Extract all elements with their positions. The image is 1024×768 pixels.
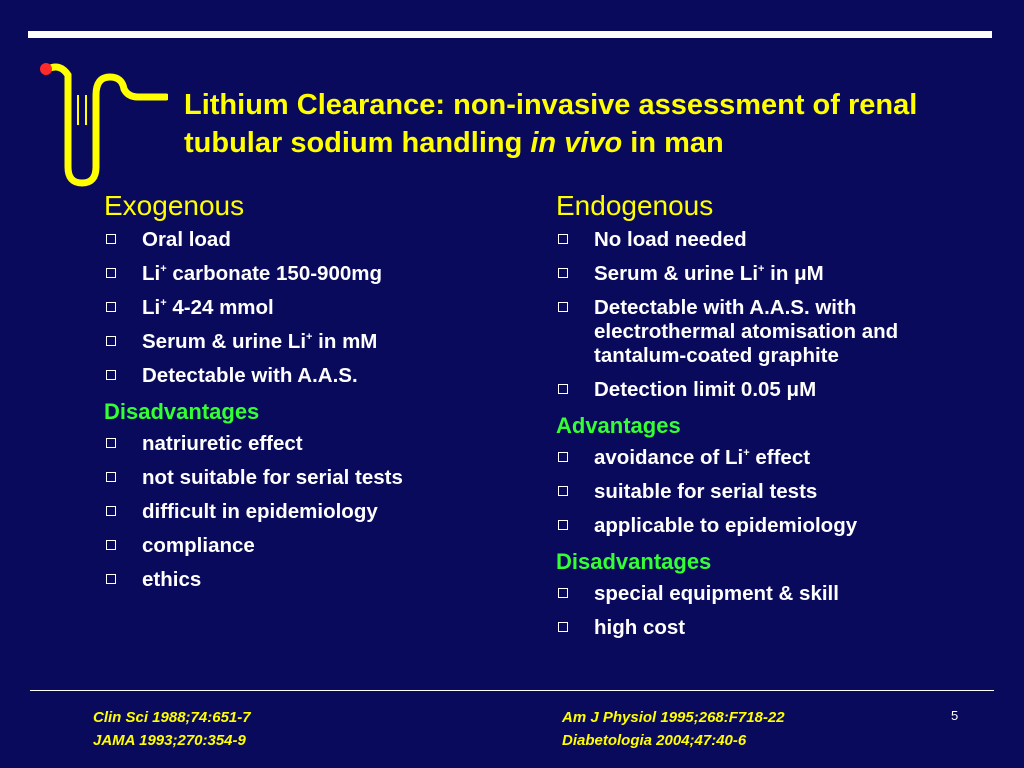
list-item xyxy=(104,500,524,524)
item-text: ethics xyxy=(142,568,202,591)
item-text: suitable for serial tests xyxy=(594,480,818,503)
superscript: + xyxy=(743,447,750,460)
list-item xyxy=(104,534,524,558)
item-text: high cost xyxy=(594,616,686,639)
disadvantages-list xyxy=(556,582,996,640)
reference: Diabetologia 2004;47:40-6 xyxy=(562,732,747,749)
square-bullet-icon xyxy=(106,302,116,312)
bottom-divider xyxy=(30,690,994,691)
list-item xyxy=(556,262,996,286)
superscript: + xyxy=(758,263,765,276)
item-text: Detectable with A.A.S. with electrothermal atomisation and tantalum-coated graphite xyxy=(594,296,899,367)
superscript: + xyxy=(160,297,167,310)
advantages-list xyxy=(556,446,996,538)
item-text: carbonate 150-900mg xyxy=(166,262,383,285)
list-item xyxy=(556,378,996,402)
list-item xyxy=(556,480,996,504)
list-item xyxy=(104,228,524,252)
item-text: Serum & urine Li xyxy=(594,262,759,285)
endogenous-list xyxy=(556,228,996,402)
square-bullet-icon xyxy=(558,302,568,312)
reference: Clin Sci 1988;74:651-7 xyxy=(93,709,251,726)
nephron-tubule-icon xyxy=(38,55,168,190)
square-bullet-icon xyxy=(558,268,568,278)
title-text: Lithium Clearance: non-invasive assessment of renal tubular sodium handling xyxy=(184,89,918,159)
item-text: Detectable with A.A.S. xyxy=(142,364,358,387)
item-text: 4-24 mmol xyxy=(166,296,274,319)
item-text: Detection limit 0.05 μM xyxy=(594,378,817,401)
item-text: applicable to epidemiology xyxy=(594,514,858,537)
exogenous-column xyxy=(104,188,524,602)
square-bullet-icon xyxy=(558,384,568,394)
square-bullet-icon xyxy=(106,472,116,482)
list-item xyxy=(556,446,996,470)
list-item xyxy=(104,262,524,286)
list-item xyxy=(104,296,524,320)
square-bullet-icon xyxy=(106,234,116,244)
list-item xyxy=(556,296,996,368)
item-text: effect xyxy=(749,446,811,469)
title-suffix: in man xyxy=(622,127,724,159)
list-item xyxy=(104,330,524,354)
item-text: special equipment & skill xyxy=(594,582,839,605)
exogenous-list xyxy=(104,228,524,388)
item-text: not suitable for serial tests xyxy=(142,466,403,489)
disadvantages-label: Disadvantages xyxy=(556,549,712,574)
item-text: Serum & urine Li xyxy=(142,330,307,353)
item-text: natriuretic effect xyxy=(142,432,303,455)
disadvantages-list xyxy=(104,432,524,592)
list-item xyxy=(556,616,996,640)
square-bullet-icon xyxy=(106,438,116,448)
list-item xyxy=(104,466,524,490)
reference: Am J Physiol 1995;268:F718-22 xyxy=(562,709,785,726)
references-left xyxy=(93,706,251,752)
square-bullet-icon xyxy=(106,574,116,584)
square-bullet-icon xyxy=(106,336,116,346)
list-item xyxy=(556,228,996,252)
square-bullet-icon xyxy=(558,588,568,598)
item-text: Li xyxy=(142,262,161,285)
item-text: Oral load xyxy=(142,228,231,251)
superscript: + xyxy=(306,331,313,344)
item-text: Li xyxy=(142,296,161,319)
list-item xyxy=(104,364,524,388)
top-divider xyxy=(28,31,992,38)
title-italic: in vivo xyxy=(530,127,623,159)
square-bullet-icon xyxy=(106,506,116,516)
item-text: No load needed xyxy=(594,228,747,251)
square-bullet-icon xyxy=(558,234,568,244)
endogenous-column xyxy=(556,188,996,650)
slide-title xyxy=(184,86,1004,162)
exogenous-heading: Exogenous xyxy=(104,190,245,221)
square-bullet-icon xyxy=(558,486,568,496)
item-text: difficult in epidemiology xyxy=(142,500,378,523)
references-right xyxy=(562,706,785,752)
list-item xyxy=(104,568,524,592)
square-bullet-icon xyxy=(106,370,116,380)
item-text: avoidance of Li xyxy=(594,446,744,469)
square-bullet-icon xyxy=(106,268,116,278)
list-item xyxy=(104,432,524,456)
superscript: + xyxy=(160,263,167,276)
page-number: 5 xyxy=(951,708,959,723)
item-text: in mM xyxy=(312,330,378,353)
advantages-label: Advantages xyxy=(556,413,681,438)
square-bullet-icon xyxy=(558,520,568,530)
reference: JAMA 1993;270:354-9 xyxy=(93,732,246,749)
item-text: in μM xyxy=(764,262,824,285)
disadvantages-label: Disadvantages xyxy=(104,399,260,424)
endogenous-heading: Endogenous xyxy=(556,190,714,221)
list-item xyxy=(556,514,996,538)
square-bullet-icon xyxy=(558,622,568,632)
list-item xyxy=(556,582,996,606)
item-text: compliance xyxy=(142,534,255,557)
square-bullet-icon xyxy=(558,452,568,462)
square-bullet-icon xyxy=(106,540,116,550)
